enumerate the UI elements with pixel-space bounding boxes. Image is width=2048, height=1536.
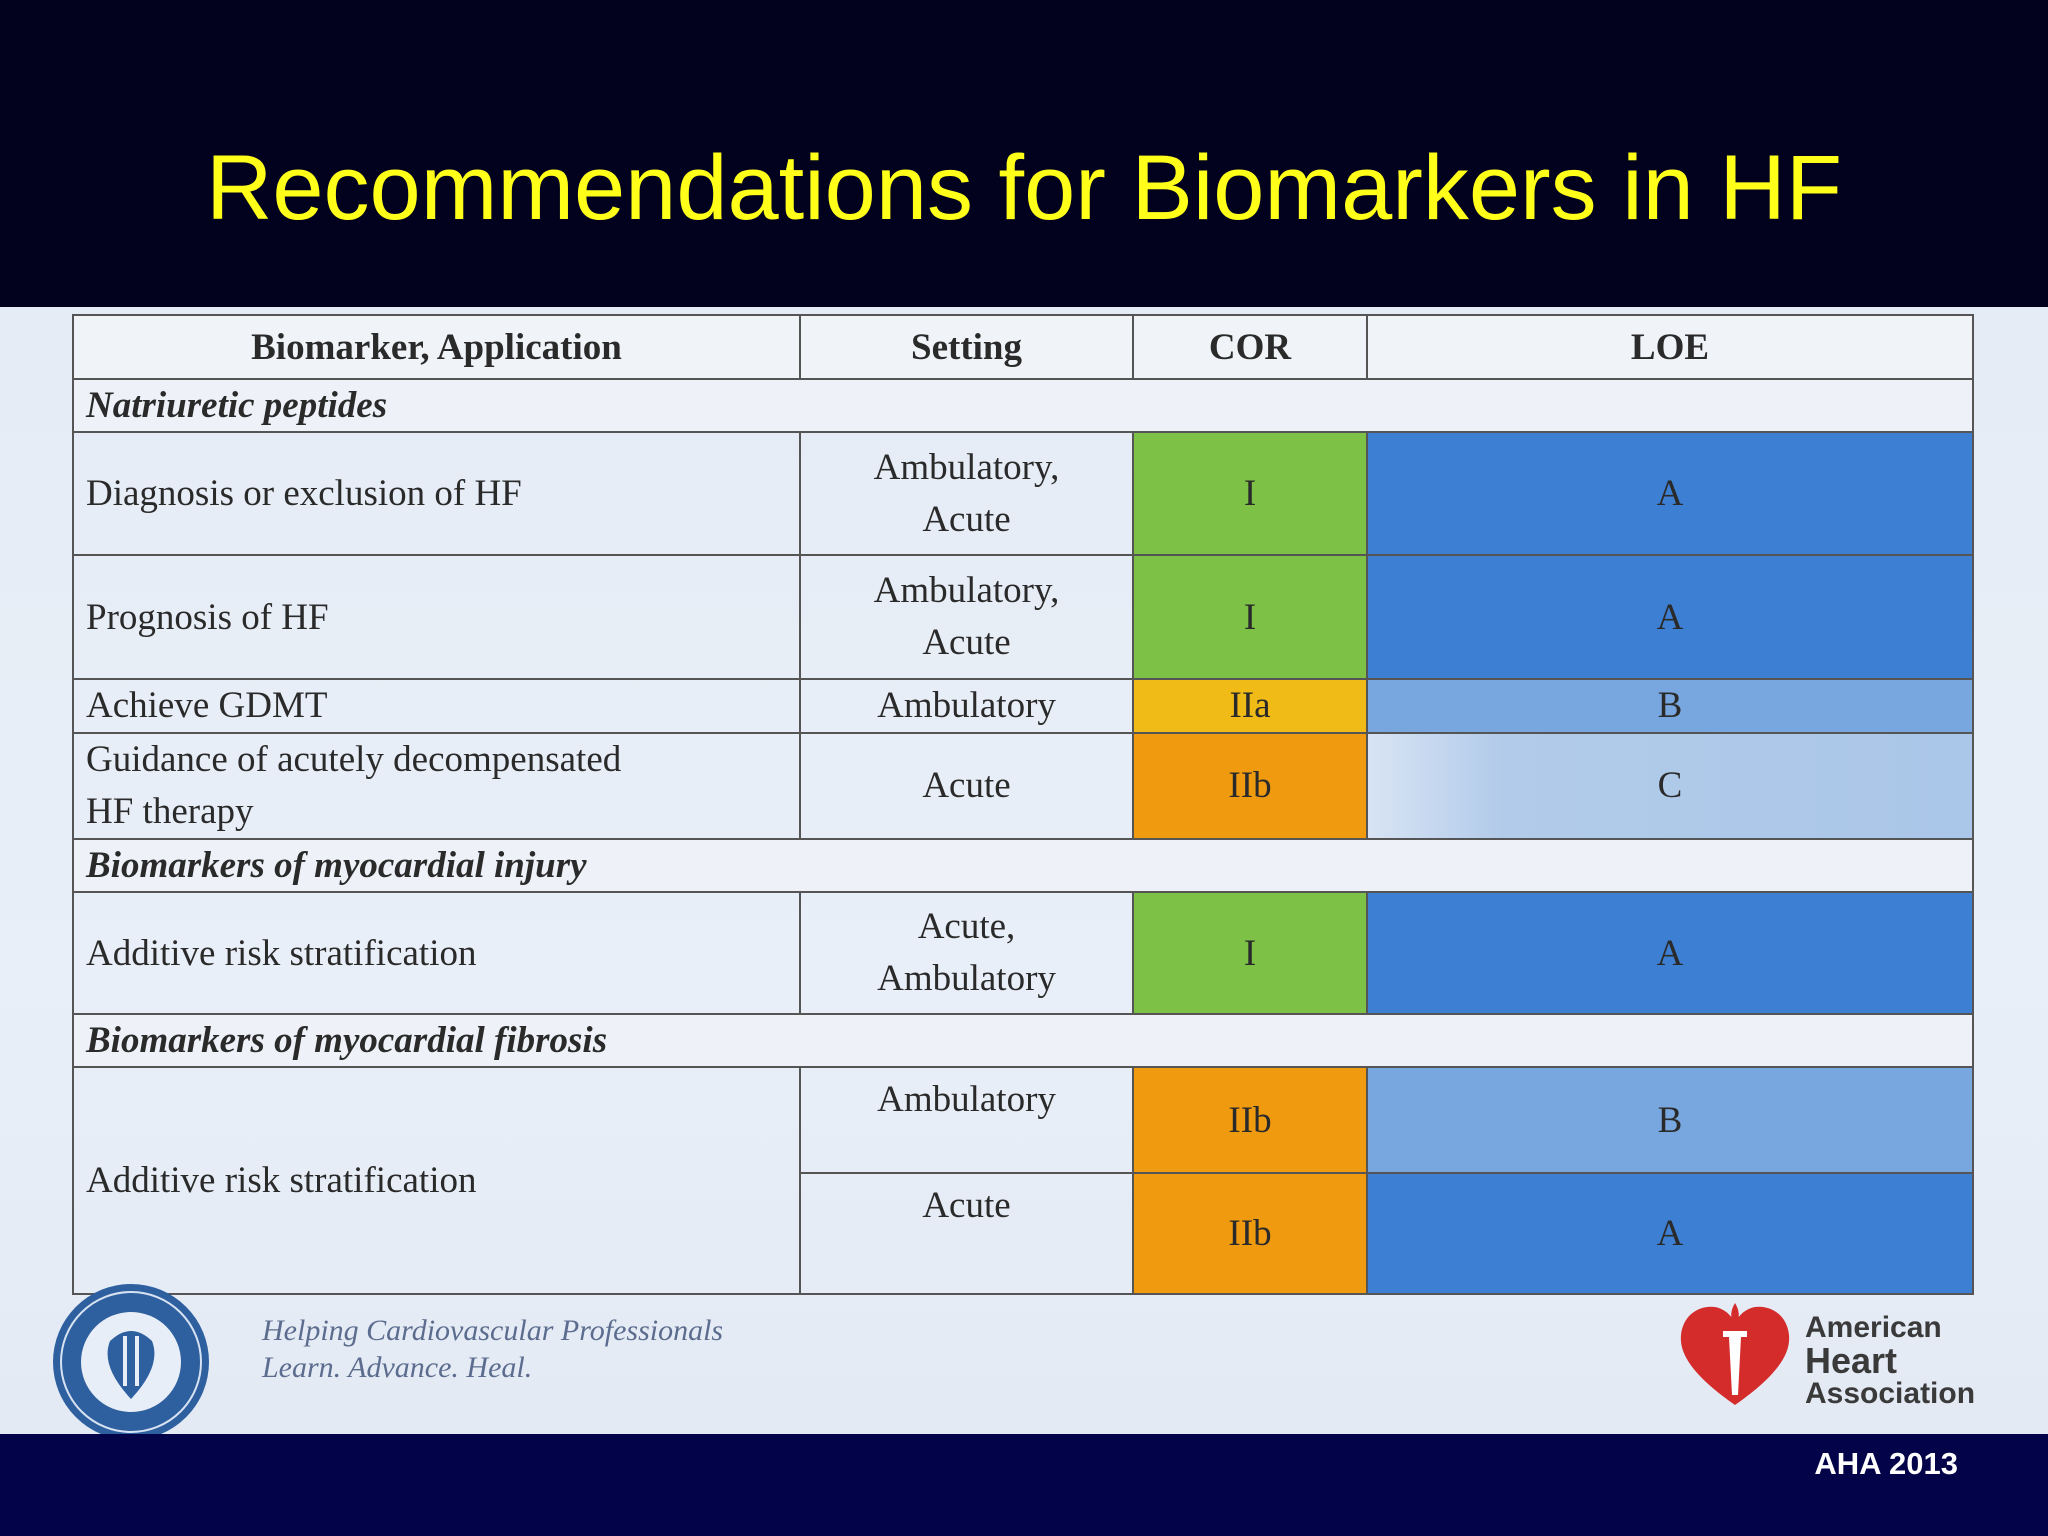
table-row (73, 1067, 1973, 1172)
header-cor: COR (1133, 315, 1367, 379)
setting-line: Acute, (917, 906, 1016, 948)
table-header-row (73, 315, 1973, 379)
loe-cell: C (1367, 733, 1973, 839)
section-row (73, 1014, 1973, 1067)
acc-seal-logo (50, 1281, 212, 1443)
loe-cell: A (1367, 555, 1973, 678)
loe-cell: B (1367, 679, 1973, 733)
header-biomarker-application: Biomarker, Application (73, 315, 800, 379)
table-row (73, 892, 1973, 1014)
aha-line3: Association (1805, 1377, 1976, 1410)
cor-cell: IIa (1133, 679, 1367, 733)
cor-cell: IIb (1133, 1173, 1367, 1294)
setting-line: Ambulatory, (873, 446, 1060, 488)
section-row (73, 839, 1973, 892)
application-cell: Additive risk stratification (73, 892, 800, 1014)
setting-cell: Ambulatory (800, 679, 1133, 733)
setting-line: Ambulatory (877, 958, 1056, 1000)
setting-cell: Acute (800, 1173, 1133, 1294)
aha-line1: American (1805, 1311, 1942, 1344)
setting-line: Acute (922, 622, 1011, 664)
cor-cell: IIb (1133, 1067, 1367, 1172)
bottom-bar (0, 1434, 2048, 1536)
setting-line: Ambulatory, (873, 570, 1060, 612)
loe-cell: A (1367, 892, 1973, 1014)
loe-cell: A (1367, 432, 1973, 555)
table-row (73, 733, 1973, 839)
application-cell: Additive risk stratification (73, 1067, 800, 1294)
content-panel (0, 307, 2048, 1434)
setting-cell (800, 892, 1133, 1014)
application-cell (73, 733, 800, 839)
header-loe: LOE (1367, 315, 1973, 379)
year-label: AHA 2013 (1814, 1446, 1958, 1481)
table-row (73, 679, 1973, 733)
table-row (73, 432, 1973, 555)
loe-cell: B (1367, 1067, 1973, 1172)
application-cell: Achieve GDMT (73, 679, 800, 733)
table-row (73, 555, 1973, 678)
section-myocardial-fibrosis: Biomarkers of myocardial fibrosis (73, 1014, 1973, 1067)
tagline (262, 1312, 723, 1386)
application-cell: Diagnosis or exclusion of HF (73, 432, 800, 555)
aha-wordmark (1805, 1312, 1975, 1410)
setting-cell: Ambulatory (800, 1067, 1133, 1172)
setting-cell (800, 555, 1133, 678)
header-setting: Setting (800, 315, 1133, 379)
cor-cell: I (1133, 432, 1367, 555)
tagline-line2: Learn. Advance. Heal. (262, 1351, 533, 1384)
cor-cell: I (1133, 555, 1367, 678)
application-cell: Prognosis of HF (73, 555, 800, 678)
section-natriuretic-peptides: Natriuretic peptides (73, 379, 1973, 432)
setting-cell (800, 432, 1133, 555)
application-line: Guidance of acutely decompensated (86, 738, 622, 780)
cor-cell: IIb (1133, 733, 1367, 839)
loe-cell: A (1367, 1173, 1973, 1294)
cor-cell: I (1133, 892, 1367, 1014)
section-row (73, 379, 1973, 432)
aha-line2: Heart (1805, 1340, 1898, 1381)
setting-line: Acute (922, 498, 1011, 540)
setting-cell: Acute (800, 733, 1133, 839)
application-line: HF therapy (86, 790, 254, 832)
tagline-line1: Helping Cardiovascular Professionals (262, 1314, 724, 1347)
recommendations-table (72, 314, 1974, 1295)
slide-title: Recommendations for Biomarkers in HF (205, 137, 1843, 239)
section-myocardial-injury: Biomarkers of myocardial injury (73, 839, 1973, 892)
